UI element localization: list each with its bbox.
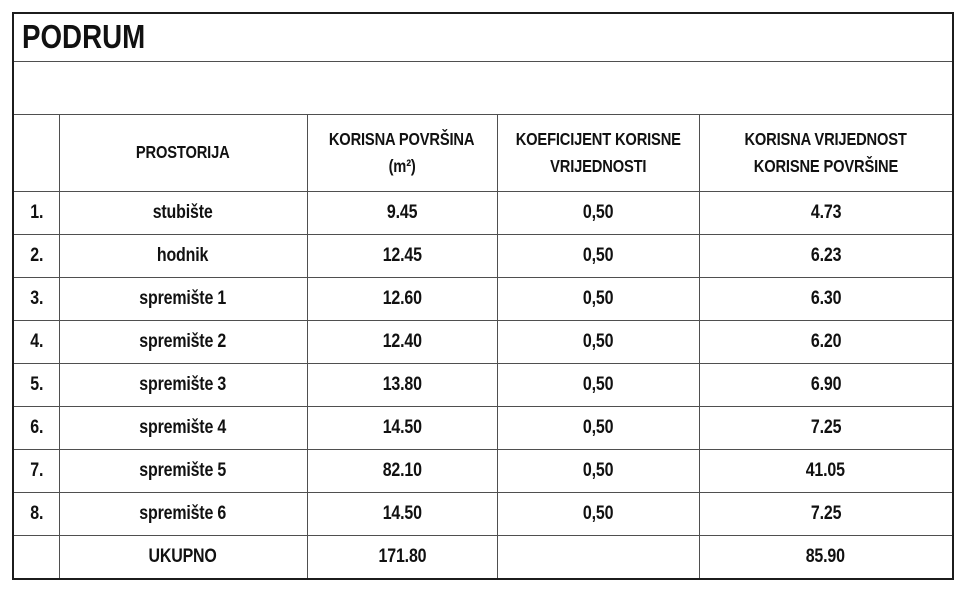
- useful-value: 4.73: [810, 201, 841, 223]
- room-name-cell: [59, 320, 307, 363]
- page-title-cell: [13, 13, 953, 61]
- room-name-cell: [59, 277, 307, 320]
- row-number-cell: [13, 449, 59, 492]
- coefficient-value: 0,50: [582, 201, 614, 223]
- spacer-row: [13, 61, 953, 114]
- value-cell: [699, 449, 953, 492]
- row-number-cell: [13, 535, 59, 579]
- header-value-line1: KORISNA VRIJEDNOST: [744, 129, 907, 150]
- useful-value: 7.25: [810, 416, 841, 438]
- row-number-cell: [13, 406, 59, 449]
- header-num-cell: [13, 114, 59, 191]
- area-value: 12.60: [382, 287, 422, 309]
- coefficient-cell: [497, 449, 699, 492]
- coefficient-value: 0,50: [582, 373, 614, 395]
- table-row: [13, 406, 953, 449]
- total-row: [13, 535, 953, 579]
- room-name: spremište 6: [139, 502, 227, 524]
- room-name: stubište: [153, 201, 213, 223]
- row-number-cell: [13, 191, 59, 234]
- row-number-cell: [13, 277, 59, 320]
- area-cell: [307, 277, 497, 320]
- table-row: [13, 492, 953, 535]
- table-row: [13, 234, 953, 277]
- coefficient-cell: [497, 320, 699, 363]
- area-value: 14.50: [382, 502, 422, 524]
- header-coef-line1: KOEFICIJENT KORISNE: [515, 129, 681, 150]
- room-name-cell: [59, 191, 307, 234]
- room-name: hodnik: [157, 244, 209, 266]
- area-value: 12.45: [382, 244, 422, 266]
- page-title: PODRUM: [22, 18, 146, 56]
- area-cell: [307, 363, 497, 406]
- useful-value: 6.30: [810, 287, 841, 309]
- total-area-cell: [307, 535, 497, 579]
- value-cell: [699, 406, 953, 449]
- row-number: 5.: [29, 373, 43, 395]
- total-label: UKUPNO: [148, 545, 218, 567]
- table-row: [13, 191, 953, 234]
- row-number-cell: [13, 492, 59, 535]
- coefficient-value: 0,50: [582, 287, 614, 309]
- header-coef-cell: [497, 114, 699, 191]
- useful-value: 6.23: [810, 244, 841, 266]
- useful-value: 6.20: [810, 330, 841, 352]
- value-cell: [699, 234, 953, 277]
- area-value: 82.10: [382, 459, 422, 481]
- title-row: [13, 13, 953, 61]
- header-value-cell: [699, 114, 953, 191]
- row-number: 1.: [29, 201, 43, 223]
- spacer-cell: [13, 61, 953, 114]
- area-cell: [307, 191, 497, 234]
- total-useful-value: 85.90: [806, 545, 846, 567]
- total-value-cell: [699, 535, 953, 579]
- area-cell: [307, 492, 497, 535]
- table-row: [13, 449, 953, 492]
- coefficient-cell: [497, 363, 699, 406]
- room-name-cell: [59, 449, 307, 492]
- area-value: 14.50: [382, 416, 422, 438]
- area-cell: [307, 320, 497, 363]
- room-name-cell: [59, 492, 307, 535]
- useful-value: 41.05: [806, 459, 846, 481]
- room-name: spremište 4: [139, 416, 227, 438]
- header-area-line1: KORISNA POVRŠINA: [329, 129, 475, 150]
- row-number: 3.: [29, 287, 43, 309]
- area-value: 12.40: [382, 330, 422, 352]
- table-header-row: [13, 114, 953, 191]
- area-value: 9.45: [386, 201, 418, 223]
- podrum-table: [12, 12, 954, 580]
- header-area-line2: (m²): [388, 155, 416, 176]
- total-area-value: 171.80: [378, 545, 426, 567]
- room-name-cell: [59, 234, 307, 277]
- coefficient-value: 0,50: [582, 330, 614, 352]
- row-number: 6.: [29, 416, 43, 438]
- row-number-cell: [13, 320, 59, 363]
- room-name: spremište 1: [139, 287, 227, 309]
- row-number: 4.: [29, 330, 43, 352]
- coefficient-value: 0,50: [582, 459, 614, 481]
- useful-value: 7.25: [810, 502, 841, 524]
- room-name: spremište 5: [139, 459, 227, 481]
- coefficient-value: 0,50: [582, 244, 614, 266]
- header-room: PROSTORIJA: [136, 142, 230, 163]
- header-coef-line2: VRIJEDNOSTI: [549, 155, 647, 176]
- row-number-cell: [13, 234, 59, 277]
- coefficient-cell: [497, 492, 699, 535]
- value-cell: [699, 277, 953, 320]
- coefficient-cell: [497, 191, 699, 234]
- area-cell: [307, 234, 497, 277]
- row-number: 7.: [29, 459, 43, 481]
- value-cell: [699, 363, 953, 406]
- header-value-line2: KORISNE POVRŠINE: [753, 155, 898, 176]
- coefficient-cell: [497, 277, 699, 320]
- value-cell: [699, 492, 953, 535]
- area-value: 13.80: [382, 373, 422, 395]
- row-number: 2.: [29, 244, 43, 266]
- total-label-cell: [59, 535, 307, 579]
- header-room-cell: [59, 114, 307, 191]
- value-cell: [699, 320, 953, 363]
- value-cell: [699, 191, 953, 234]
- coefficient-cell: [497, 234, 699, 277]
- table-row: [13, 320, 953, 363]
- table-row: [13, 363, 953, 406]
- room-name-cell: [59, 406, 307, 449]
- room-name-cell: [59, 363, 307, 406]
- header-area-cell: [307, 114, 497, 191]
- coefficient-value: 0,50: [582, 416, 614, 438]
- total-coefficient-cell: [497, 535, 699, 579]
- coefficient-cell: [497, 406, 699, 449]
- coefficient-value: 0,50: [582, 502, 614, 524]
- row-number: 8.: [29, 502, 43, 524]
- room-name: spremište 2: [139, 330, 227, 352]
- useful-value: 6.90: [810, 373, 841, 395]
- row-number-cell: [13, 363, 59, 406]
- room-name: spremište 3: [139, 373, 227, 395]
- table-row: [13, 277, 953, 320]
- area-cell: [307, 406, 497, 449]
- area-cell: [307, 449, 497, 492]
